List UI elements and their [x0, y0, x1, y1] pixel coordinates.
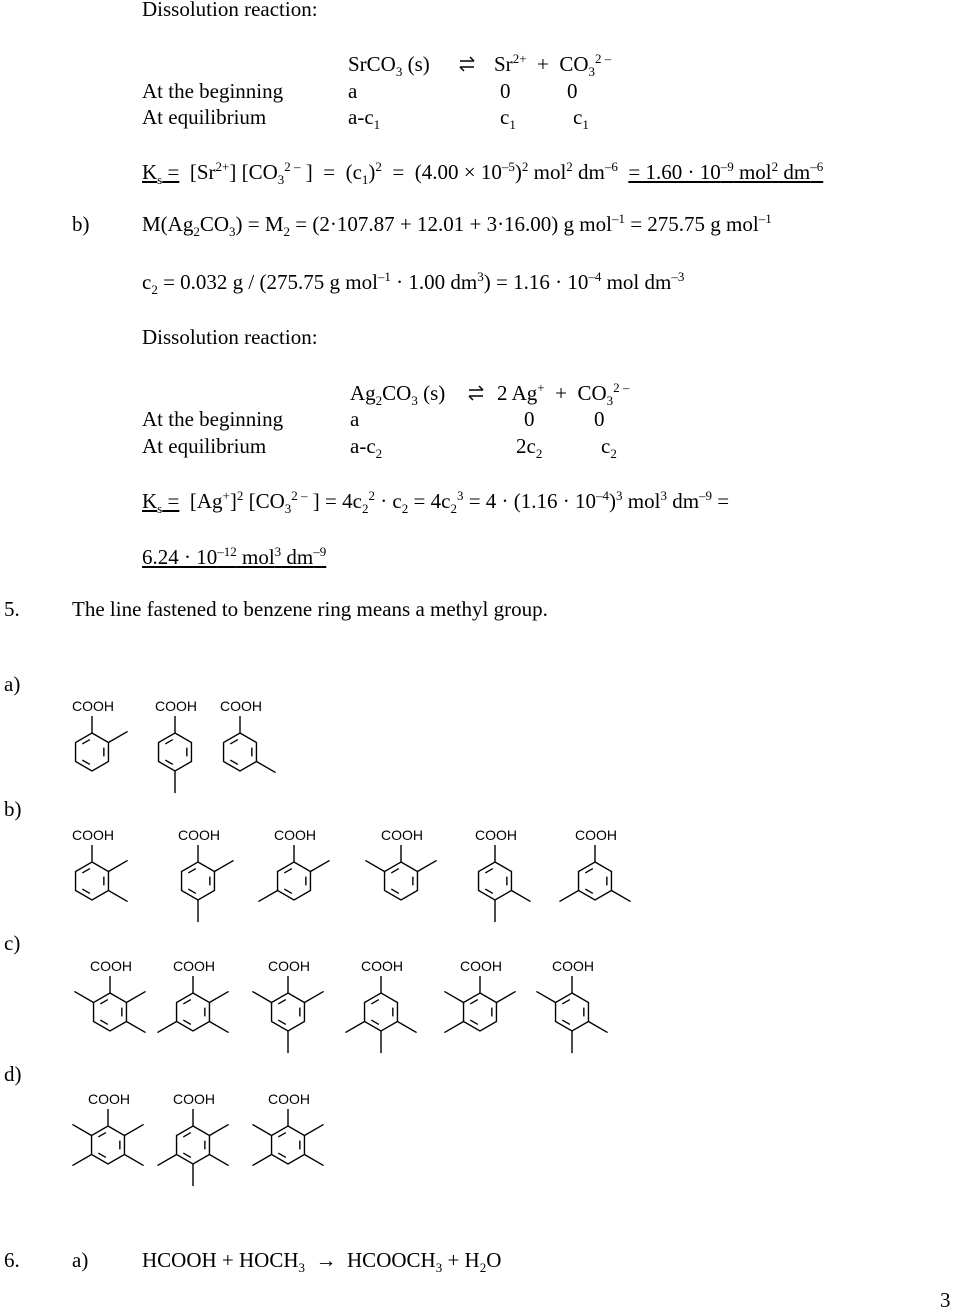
double-bond	[100, 1020, 108, 1024]
equilibrium-value: $c_2$	[601, 434, 617, 462]
methyl-bond	[126, 1022, 145, 1033]
double-bond	[284, 869, 292, 873]
row-equilibrium-label-1: At equilibrium	[142, 105, 267, 129]
double-bond	[278, 1000, 286, 1004]
double-bond	[98, 1133, 106, 1137]
cooh-label: COOH	[268, 1091, 310, 1107]
methyl-bond	[124, 1155, 143, 1166]
row-equilibrium-label-2: At equilibrium	[142, 434, 267, 458]
equilibrium-value: $a-c_2$	[350, 434, 383, 462]
cooh-label: COOH	[173, 958, 215, 974]
methyl-bond	[304, 1155, 323, 1166]
question-6-equation: HCOOH + $HOCH_3$ → $HCOOCH_3 + H_2O$	[142, 1248, 502, 1276]
double-bond	[82, 740, 90, 744]
methyl-bond	[209, 991, 228, 1002]
cooh-label: COOH	[575, 827, 617, 843]
methyl-bond	[72, 1155, 91, 1166]
double-bond	[485, 869, 493, 873]
cooh-label: COOH	[268, 958, 310, 974]
double-bond	[585, 889, 593, 893]
methyl-bond	[588, 1022, 607, 1033]
methyl-bond	[252, 1155, 271, 1166]
double-bond	[82, 760, 90, 764]
methyl-bond	[157, 1155, 176, 1166]
question-6-part: a)	[72, 1248, 89, 1272]
question-5-text: The line fastened to benzene ring means a methyl group.	[72, 597, 548, 621]
cooh-label: COOH	[460, 958, 502, 974]
double-bond	[562, 1000, 570, 1004]
double-bond	[165, 740, 173, 744]
dissolution-heading-2: Dissolution reaction:	[142, 325, 318, 349]
cooh-label: COOH	[155, 698, 197, 714]
equilibrium-arrow-icon	[458, 56, 476, 72]
methyl-bond	[304, 1124, 323, 1135]
cooh-label: COOH	[178, 827, 220, 843]
methyl-bond	[209, 1155, 228, 1166]
ks-ag2co3-line: $K_s = [Ag^+]^2$ [$CO_3^{2 -}$ ] = $4c_2^2 \cdot c_2 = 4c_2^3 = 4 \cdot (1.16 \cdot 10^{-4})^3$ mol$^3$ $dm^{-9}$ =	[142, 488, 730, 517]
double-bond	[278, 1133, 286, 1137]
ks-srco3-line: $K_s = [Sr^{2+}]$ [$CO_3^{2 -}$ ] = $(c_1)^2 = (4.00 \times 10^{-5})^2$ mol$^2$ $dm^{-6} = 1.60 \cdot 10^{-9}$ mol$^2$ $dm^{-6}$	[142, 159, 824, 188]
beginning-value: a	[348, 79, 358, 103]
beginning-value: 0	[594, 407, 605, 431]
methyl-bond	[511, 891, 530, 902]
double-bond	[278, 1020, 286, 1024]
group-label-b: b)	[4, 797, 22, 821]
methyl-bond	[108, 860, 127, 871]
methyl-bond	[611, 891, 630, 902]
double-bond	[284, 889, 292, 893]
methyl-bond	[417, 860, 436, 871]
part-b-label: b)	[72, 212, 90, 236]
ag2co3-products: 2 $Ag^+ + CO_3^{2 -}$	[497, 380, 630, 409]
double-bond	[485, 889, 493, 893]
row-beginning-label-1: At the beginning	[142, 79, 284, 103]
beginning-value: 0	[567, 79, 578, 103]
methyl-bond	[304, 991, 323, 1002]
double-bond	[371, 1000, 379, 1004]
methyl-bond	[496, 991, 515, 1002]
srco3-equation: SrCO$_3$ (s)	[348, 52, 430, 80]
double-bond	[188, 889, 196, 893]
double-bond	[183, 1000, 191, 1004]
cooh-label: COOH	[72, 827, 114, 843]
methyl-bond	[108, 731, 127, 742]
methyl-bond	[397, 1022, 416, 1033]
double-bond	[470, 1000, 478, 1004]
cooh-label: COOH	[552, 958, 594, 974]
methyl-bond	[157, 1022, 176, 1033]
c2-line: $c_2 = 0.032$ g / (275.75 g mol$^{-1}$ · 1.00 $dm^3) = 1.16 \cdot 10^{-4}$ mol $dm^{-3}$	[142, 269, 685, 298]
methyl-bond	[72, 1124, 91, 1135]
equilibrium-value: $c_1$	[573, 105, 589, 133]
beginning-value: 0	[500, 79, 511, 103]
question-6-number: 6.	[4, 1248, 20, 1272]
group-label-d: d)	[4, 1062, 22, 1086]
methyl-bond	[214, 860, 233, 871]
double-bond	[183, 1153, 191, 1157]
equilibrium-value: $2c_2$	[516, 434, 543, 462]
double-bond	[98, 1153, 106, 1157]
double-bond	[278, 1153, 286, 1157]
methyl-bond	[108, 891, 127, 902]
cooh-label: COOH	[274, 827, 316, 843]
double-bond	[82, 889, 90, 893]
double-bond	[183, 1133, 191, 1137]
beginning-value: a	[350, 407, 360, 431]
page-number: 3	[940, 1288, 951, 1312]
cooh-label: COOH	[475, 827, 517, 843]
cooh-label: COOH	[220, 698, 262, 714]
cooh-label: COOH	[361, 958, 403, 974]
ks-ag2co3-result: $6.24 \cdot 10^{-12}$ mol$^3$ $dm^{-9}$	[142, 544, 327, 569]
cooh-label: COOH	[72, 698, 114, 714]
methyl-bond	[252, 1124, 271, 1135]
methyl-bond	[209, 1124, 228, 1135]
equilibrium-value: $a-c_1$	[348, 105, 381, 133]
methyl-bond	[209, 1022, 228, 1033]
methyl-bond	[74, 991, 93, 1002]
double-bond	[82, 869, 90, 873]
methyl-bond	[365, 860, 384, 871]
double-bond	[100, 1000, 108, 1004]
group-label-a: a)	[4, 672, 21, 696]
double-bond	[470, 1020, 478, 1024]
cooh-label: COOH	[381, 827, 423, 843]
double-bond	[585, 869, 593, 873]
double-bond	[391, 869, 399, 873]
group-label-c: c)	[4, 931, 21, 955]
double-bond	[165, 760, 173, 764]
dissolution-heading-1: Dissolution reaction:	[142, 0, 318, 21]
beginning-value: 0	[524, 407, 535, 431]
cooh-label: COOH	[90, 958, 132, 974]
double-bond	[188, 869, 196, 873]
ag2co3-equation: $Ag_2CO_3$ (s)	[350, 381, 446, 409]
cooh-label: COOH	[173, 1091, 215, 1107]
methyl-bond	[310, 860, 329, 871]
methyl-bond	[536, 991, 555, 1002]
methyl-bond	[252, 991, 271, 1002]
methyl-bond	[126, 991, 145, 1002]
methyl-bond	[256, 762, 275, 773]
methyl-bond	[345, 1022, 364, 1033]
cooh-label: COOH	[88, 1091, 130, 1107]
question-5-number: 5.	[4, 597, 20, 621]
double-bond	[230, 740, 238, 744]
double-bond	[230, 760, 238, 764]
methyl-bond	[559, 891, 578, 902]
srco3-products: $Sr^{2+} + CO_3^{2 -}$	[494, 51, 612, 80]
methyl-bond	[444, 1022, 463, 1033]
double-bond	[183, 1020, 191, 1024]
molar-mass-line: $M(Ag_2CO_3) = M_2 = (2\cdot 107.87 + 12.01 + 3\cdot 16.00)$ g mol$^{-1}$ = 275.75 g mol$^{-1}$	[142, 211, 772, 240]
methyl-bond	[124, 1124, 143, 1135]
benzene-ring-structure	[0, 0, 1, 1]
double-bond	[391, 889, 399, 893]
double-bond	[562, 1020, 570, 1024]
methyl-bond	[444, 991, 463, 1002]
methyl-bond	[258, 891, 277, 902]
equilibrium-value: $c_1$	[500, 105, 516, 133]
double-bond	[371, 1020, 379, 1024]
row-beginning-label-2: At the beginning	[142, 407, 284, 431]
equilibrium-arrow-icon	[467, 385, 485, 401]
